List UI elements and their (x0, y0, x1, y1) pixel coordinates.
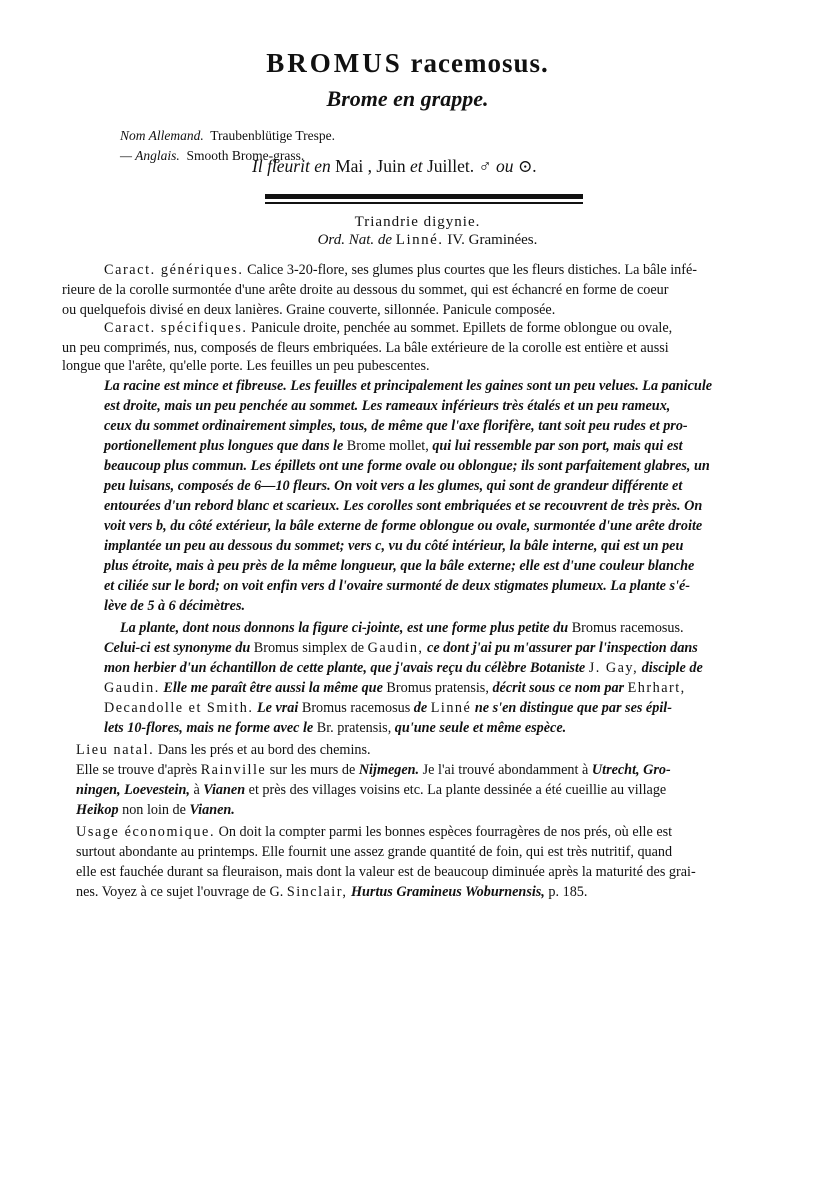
text-line: voit vers b, du côté extérieur, la bâle externe de forme oblongue ou ovale, surmontée d'une arête droite (104, 518, 703, 534)
text-line: rieure de la corolle surmontée d'une arête droite au dessous du sommet, qui est échancré en forme de coeur (62, 282, 669, 298)
text-span: Ehrhart, (627, 680, 686, 696)
text-span: Bromus racemosus. (571, 620, 684, 636)
text-line (104, 640, 698, 657)
flowering-symbols: ♂ ou ⊙. (478, 156, 537, 176)
text-span: ce dont j'ai pu m'assurer par l'inspection dans (427, 640, 698, 656)
text-span: Decandolle et Smith. (104, 700, 254, 716)
text-line (76, 782, 666, 799)
text-line: beaucoup plus commun. Les épillets ont une forme ovale ou oblongue; ils sont parfaitement glabres, un (104, 458, 710, 474)
text-line (120, 620, 684, 637)
text-line: peu luisans, composés de 6—10 fleurs. On voit vers a les glumes, qui sont de grandeur différente et (104, 478, 683, 494)
header-rule-thin (265, 202, 583, 204)
section-label: Lieu natal. (76, 742, 155, 758)
text-span: et près des villages voisins etc. La plante dessinée a été cueillie au village (248, 782, 667, 798)
title-species: racemosus. (410, 48, 549, 78)
text-span: On doit la compter parmi les bonnes espèces fourragères de nos prés, où elle est (218, 824, 673, 840)
natural-order-prefix: Ord. Nat. de (317, 232, 393, 248)
text-line (76, 884, 587, 901)
text-span: sur les murs de (269, 762, 356, 778)
header-rule-thick (265, 194, 583, 199)
text-line: un peu comprimés, nus, composés de fleurs embriquées. La bâle extérieure de la corolle est entière et aussi (62, 340, 669, 356)
text-span: Bromus pratensis, (386, 680, 489, 696)
natural-order-author: Linné. (395, 232, 444, 248)
text-line: ou quelquefois divisé en deux lanières. Graine couverte, sillonnée. Panicule composée. (62, 302, 556, 318)
text-span: Panicule droite, penchée au sommet. Epillets de forme oblongue ou ovale, (251, 320, 673, 336)
text-line: surtout abondante au printemps. Elle fournit une assez grande quantité de foin, qui est très nutritif, quand (76, 844, 673, 860)
text-line: longue que l'arête, qu'elle porte. Les feuilles un peu pubescentes. (62, 358, 430, 374)
text-span: Bromus racemosus (301, 700, 411, 716)
flowering-months-2: Juillet. (427, 156, 475, 176)
text-span: non loin de (122, 802, 186, 818)
text-line (76, 824, 672, 841)
page-subtitle: Brome en grappe. (326, 86, 489, 111)
text-line (104, 320, 672, 337)
text-span: décrit sous ce nom par (492, 680, 625, 696)
title-genus: BROMUS (266, 48, 403, 78)
text-line (76, 762, 671, 779)
text-span: Elle me paraît être aussi la même que (163, 680, 383, 696)
text-span: ningen, Loevestein, (76, 782, 190, 798)
text-span: Utrecht, Gro- (591, 762, 671, 778)
flowering-period (252, 156, 537, 177)
english-name-label: — Anglais. (120, 148, 180, 163)
section-label: Usage économique. (76, 824, 216, 840)
text-line: implantée un peu au dessous du sommet; vers c, vu du côté intérieur, la bâle interne, qui est un peu (104, 538, 684, 554)
text-line (76, 802, 235, 819)
german-name (120, 128, 335, 144)
text-span: Je l'ai trouvé abondamment à (422, 762, 589, 778)
text-line: elle est fauchée durant sa fleuraison, mais dont la valeur est de beaucoup diminuée après la maturité des grai- (76, 864, 696, 880)
text-line (104, 660, 703, 677)
text-span: p. 185. (548, 884, 588, 900)
linnean-class: Triandrie digynie. (354, 214, 481, 230)
natural-order (0, 232, 815, 249)
text-span: Hurtus Gramineus Woburnensis, (351, 884, 545, 900)
text-span: Dans les prés et au bord des chemins. (157, 742, 371, 758)
text-span: disciple de (641, 660, 703, 676)
text-span: Gaudin. (104, 680, 160, 696)
flowering-months: Mai , Juin (335, 156, 406, 176)
text-span: qu'une seule et même espèce. (394, 720, 567, 736)
text-span: lets 10-flores, mais ne forme avec le (104, 720, 314, 736)
text-line (104, 438, 683, 455)
page-title (0, 48, 815, 79)
section-label: Caract. spécifiques. (104, 320, 248, 336)
text-line: ceux du sommet ordinairement simples, tous, de même que l'axe florifère, tant soit peu rudes et pro- (104, 418, 688, 434)
text-span: Calice 3-20-flore, ses glumes plus courtes que les fleurs distiches. La bâle infé- (247, 262, 697, 278)
text-span: Rainville (200, 762, 267, 778)
text-line (104, 680, 686, 697)
text-span: Vianen (203, 782, 246, 798)
text-span: Linné (430, 700, 472, 716)
german-name-value: Traubenblütige Trespe. (210, 128, 336, 143)
text-span: Br. pratensis, (316, 720, 392, 736)
text-line: entourées d'un rebord blanc et scarieux. Les corolles sont embriquées et se recouvrent de très près. On (104, 498, 703, 514)
text-span: mon herbier d'un échantillon de cette plante, que j'avais reçu du célèbre Botaniste (104, 660, 586, 676)
text-line: est droite, mais un peu penchée au sommet. Les rameaux inférieurs très étalés et un peu rameux, (104, 398, 671, 414)
text-span: portionellement plus longues que dans le (104, 438, 344, 454)
text-line: et ciliée sur le bord; on voit enfin vers d l'ovaire surmonté de deux stigmates plumeux. La plante s'é- (104, 578, 690, 594)
text-span: Celui-ci est synonyme du (104, 640, 251, 656)
german-name-label: Nom Allemand. (120, 128, 204, 143)
text-span: Nijmegen. (358, 762, 420, 778)
text-span: Heikop (76, 802, 119, 818)
text-span: La plante, dont nous donnons la figure ci-jointe, est une forme plus petite du (120, 620, 569, 636)
text-span: ne s'en distingue que par ses épil- (474, 700, 672, 716)
text-span: Gaudin, (367, 640, 424, 656)
flowering-et: et (409, 156, 423, 176)
text-span: nes. Voyez à ce sujet l'ouvrage de G. (76, 884, 284, 900)
text-span: Bromus simplex de (253, 640, 365, 656)
text-span: J. Gay, (588, 660, 639, 676)
text-line (104, 262, 697, 279)
text-line (104, 700, 672, 717)
natural-order-rest: IV. Graminées. (447, 232, 538, 248)
english-name-value: Smooth Brome-grass. (186, 148, 305, 163)
text-line: plus étroite, mais à peu près de la même longueur, que la bâle externe; elle est d'une couleur blanche (104, 558, 695, 574)
text-span: Vianen. (189, 802, 235, 818)
text-span: qui lui ressemble par son port, mais qui est (432, 438, 683, 454)
flowering-text: Il fleurit en (252, 156, 331, 176)
text-span: à (193, 782, 200, 798)
text-span: de (413, 700, 428, 716)
text-line: lève de 5 à 6 décimètres. (104, 598, 246, 614)
text-line: La racine est mince et fibreuse. Les feuilles et principalement les gaines sont un peu velues. La panicule (104, 378, 713, 394)
text-span: Elle se trouve d'après (76, 762, 198, 778)
text-line (76, 742, 371, 759)
text-span: Le vrai (256, 700, 299, 716)
section-label: Caract. génériques. (104, 262, 244, 278)
text-span: Sinclair, (286, 884, 348, 900)
text-span: Brome mollet, (346, 438, 429, 454)
text-line (104, 720, 566, 737)
